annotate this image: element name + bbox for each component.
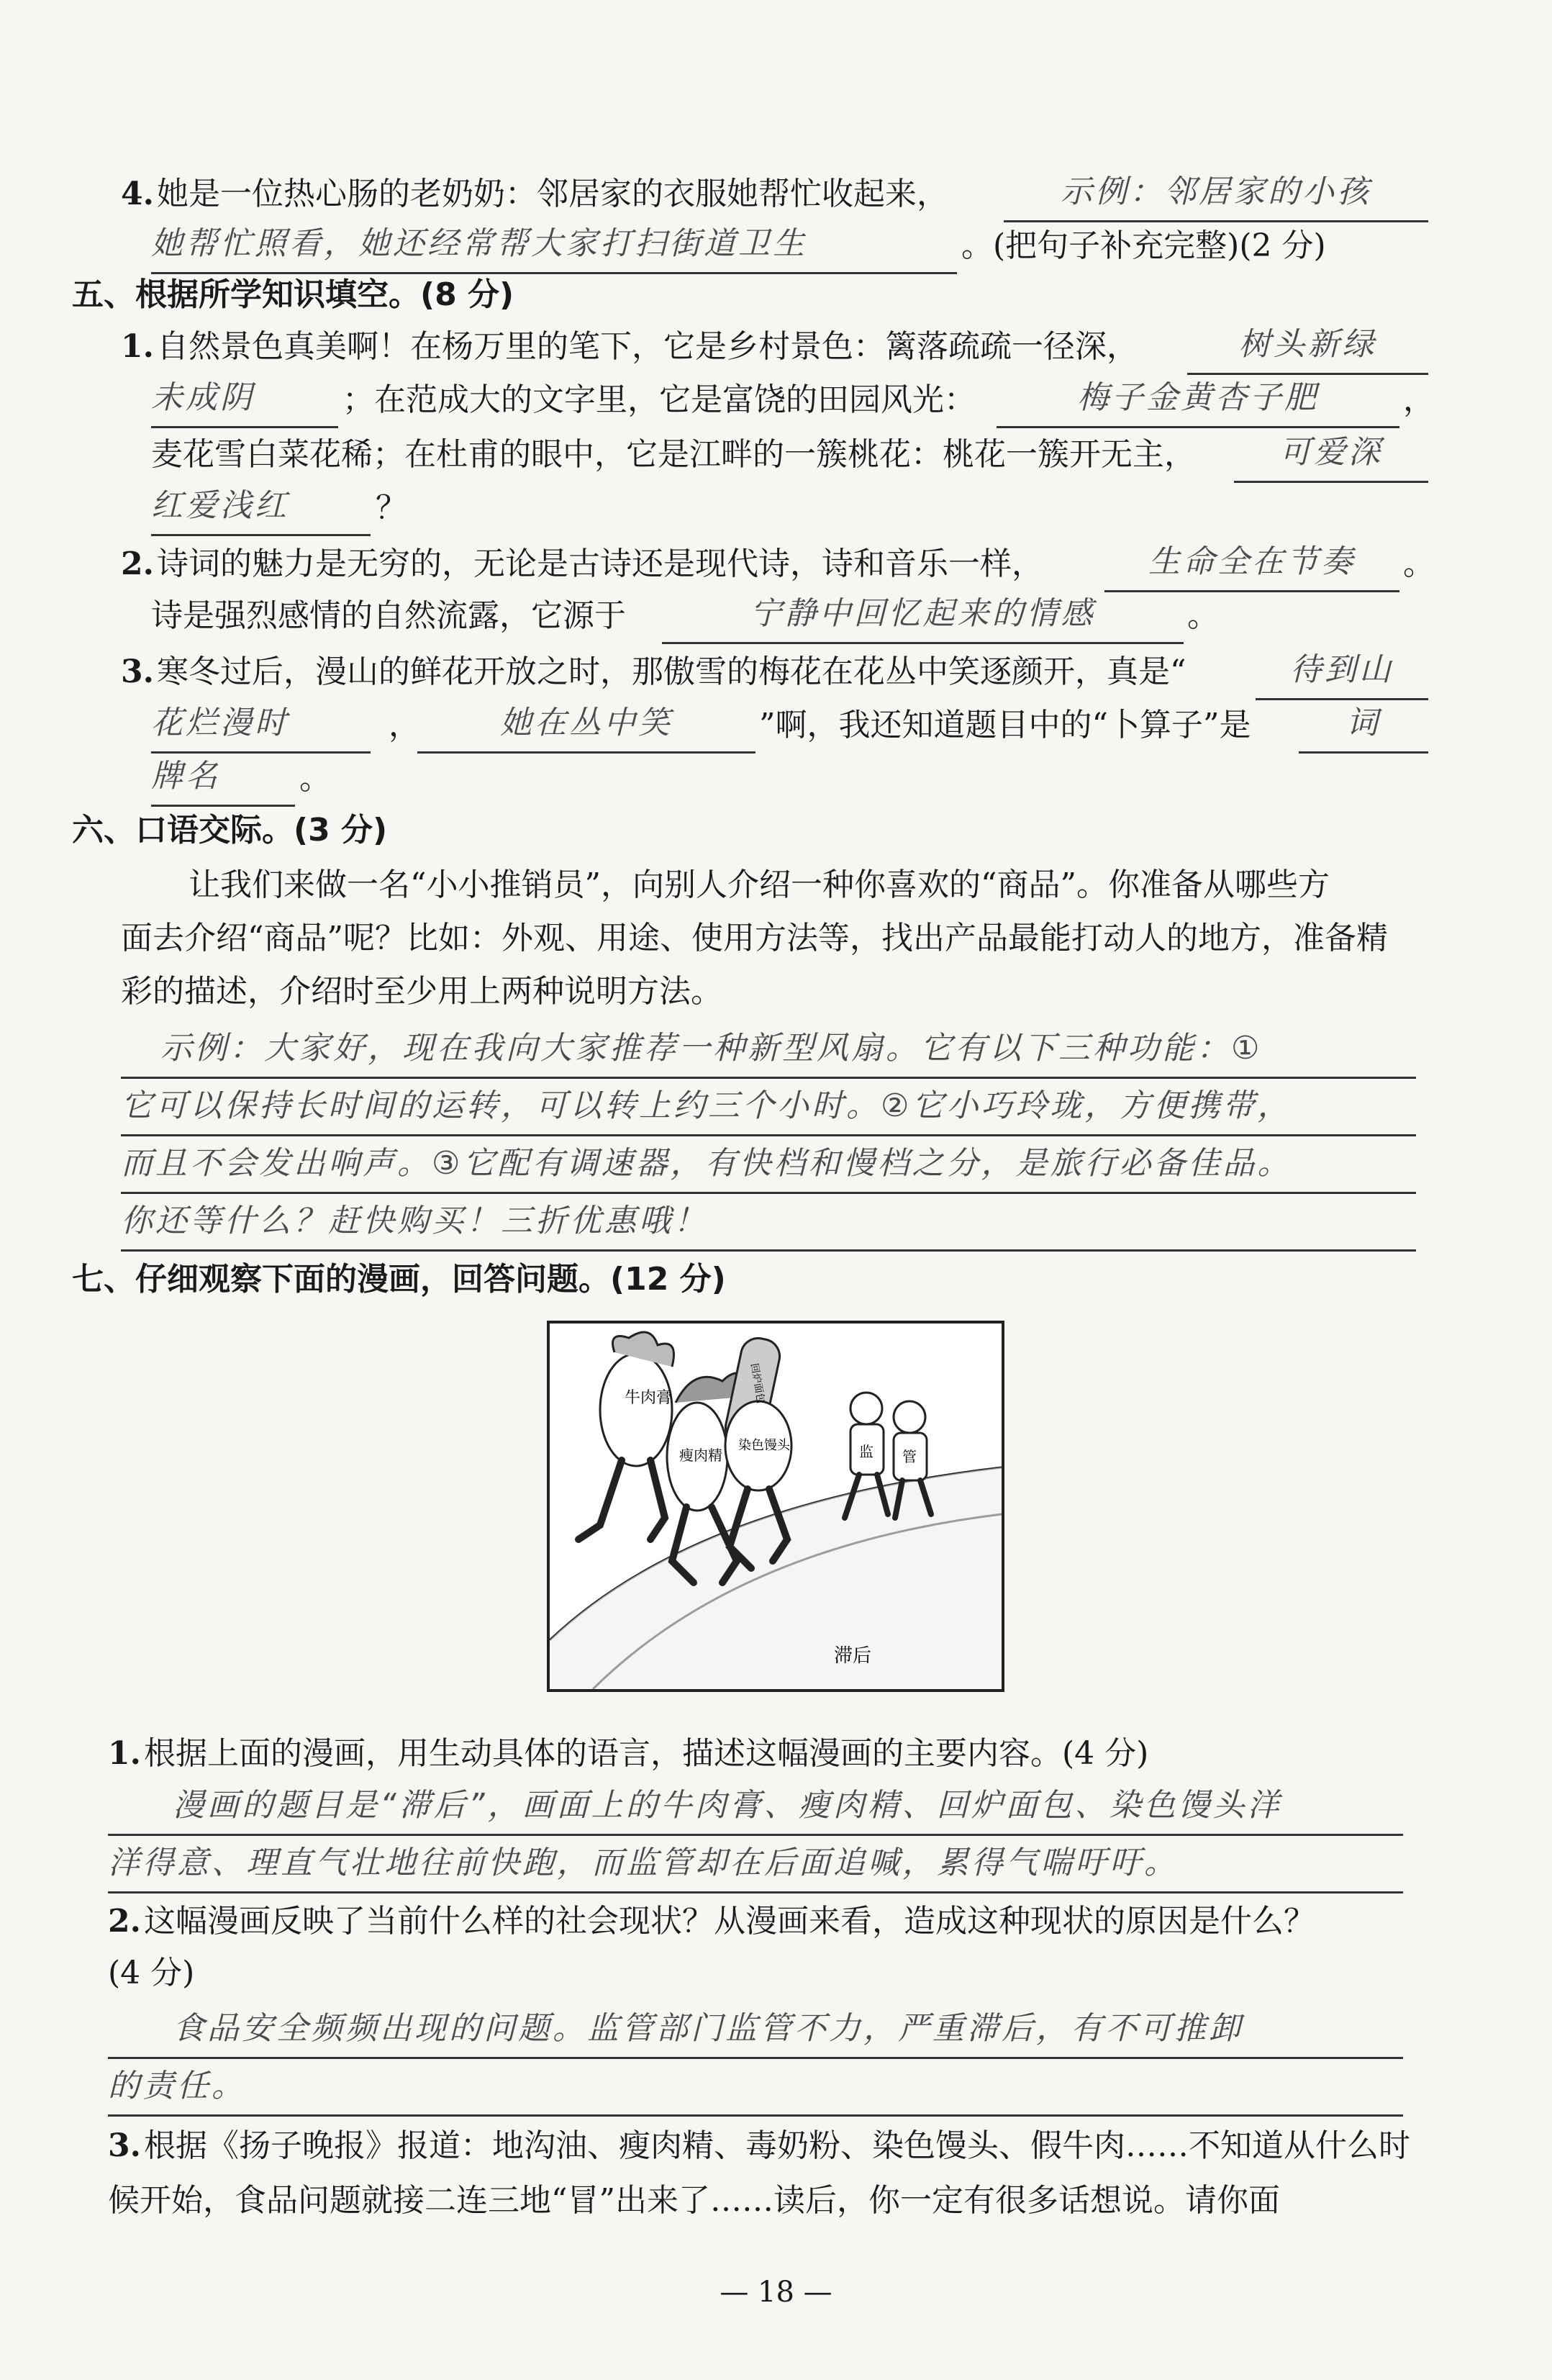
s7-q3-text-1: 根据《扬子晚报》报道：地沟油、瘦肉精、毒奶粉、染色馒头、假牛肉……不知道从什么时 bbox=[144, 2127, 1410, 2164]
s7-q2-score: (4 分) bbox=[108, 1955, 195, 1991]
s5-q2-answer-1: 生命全在节奏 bbox=[1104, 534, 1399, 592]
s5-q1-text-1: 自然景色真美啊！在杨万里的笔下，它是乡村景色：篱落疏疏一径深， bbox=[157, 328, 1138, 365]
s7-q1-answer-1: 漫画的题目是“滞后”，画面上的牛肉膏、瘦肉精、回炉面包、染色馒头洋 bbox=[108, 1778, 1403, 1836]
s6-prompt-line-3 bbox=[0, 961, 1552, 1022]
s7-q3-line-1 bbox=[0, 2116, 1552, 2176]
q4-answer-2: 她帮忙照看，她还经常帮大家打扫街道卫生 bbox=[151, 216, 957, 274]
cartoon-illustration bbox=[547, 1321, 1004, 1692]
cartoon-label-recycled-bread: 回炉面包 bbox=[748, 1362, 767, 1405]
s7-q2-number: 2. bbox=[108, 1903, 141, 1940]
s6-answer-line-2 bbox=[0, 1078, 1552, 1139]
s5-q2-text-3: 诗是强烈感情的自然流露，它源于 bbox=[151, 597, 626, 634]
s6-prompt-3: 彩的描述，介绍时至少用上两种说明方法。 bbox=[121, 973, 722, 1010]
s7-q2-score-line bbox=[0, 1943, 1552, 2004]
section-7-title-line bbox=[0, 1249, 1552, 1310]
s7-q2-answer-2: 的责任。 bbox=[108, 2058, 1403, 2117]
s5-q3-number: 3. bbox=[121, 653, 154, 690]
s7-q2-text: 这幅漫画反映了当前什么样的社会现状？从漫画来看，造成这种现状的原因是什么？ bbox=[144, 1903, 1315, 1940]
s5-q3-answer-5: 牌名 bbox=[151, 748, 295, 807]
q4-tail: 。(把句子补充完整)(2 分) bbox=[961, 227, 1326, 264]
cartoon-label-beef-1: 牛肉膏 bbox=[625, 1389, 673, 1407]
s7-q3-text-2: 候开始，食品问题就接二连三地“冒”出来了……读后，你一定有很多话想说。请你面 bbox=[108, 2182, 1280, 2219]
s5-q2-line-2 bbox=[0, 586, 1552, 646]
cartoon-figure-beef-paste bbox=[578, 1332, 674, 1539]
s5-q1-answer-2: 未成阴 bbox=[151, 370, 338, 428]
cartoon-caption: 滞后 bbox=[834, 1645, 872, 1667]
s7-q1-answer-line-2 bbox=[0, 1835, 1552, 1896]
s6-prompt-1: 让我们来做一名“小小推销员”，向别人介绍一种你喜欢的“商品”。你准备从哪些方 bbox=[189, 867, 1330, 903]
cartoon-label-supervise-1: 监 bbox=[859, 1443, 873, 1460]
s6-answer-line-3 bbox=[0, 1136, 1552, 1196]
s7-q1-text: 根据上面的漫画，用生动具体的语言，描述这幅漫画的主要内容。(4 分) bbox=[144, 1735, 1149, 1772]
s5-q3-answer-4: 词 bbox=[1299, 695, 1428, 754]
s6-prompt-line-2 bbox=[0, 908, 1552, 969]
s5-q3-answer-3: 她在丛中笑 bbox=[417, 695, 755, 754]
s7-q1-line bbox=[0, 1724, 1552, 1784]
s5-q1-number: 1. bbox=[121, 328, 154, 365]
s5-q3-text-3: ”啊，我还知道题目中的“卜算子”是 bbox=[759, 707, 1251, 743]
s5-q1-line-2 bbox=[0, 370, 1552, 430]
s5-q1-text-3: ， bbox=[1403, 381, 1435, 418]
s5-q3-answer-2: 花烂漫时 bbox=[151, 695, 371, 754]
s6-prompt-line-1 bbox=[0, 855, 1552, 915]
s5-q2-text-4: 。 bbox=[1187, 597, 1219, 634]
s5-q1-answer-1: 树头新绿 bbox=[1187, 317, 1428, 375]
s6-answer-line-1 bbox=[0, 1021, 1552, 1081]
cartoon-label-dyed-buns: 染色馒头 bbox=[738, 1438, 790, 1453]
section-6-title: 六、口语交际。(3 分) bbox=[72, 812, 388, 849]
cartoon-label-lean-meat: 瘦肉精 bbox=[679, 1447, 722, 1464]
s7-q1-answer-line-1 bbox=[0, 1778, 1552, 1838]
s7-q2-answer-line-1 bbox=[0, 2001, 1552, 2061]
cartoon-label-supervise-2: 管 bbox=[902, 1448, 917, 1465]
s5-q3-text-4: 。 bbox=[299, 760, 331, 797]
section-6-title-line bbox=[0, 800, 1552, 861]
s7-q1-number: 1. bbox=[108, 1735, 141, 1772]
s6-answer-line-4 bbox=[0, 1193, 1552, 1254]
page-number: — 18 — bbox=[720, 2276, 832, 2309]
s6-answer-4: 你还等什么？赶快购买！三折优惠哦！ bbox=[121, 1193, 1416, 1252]
section-7-title: 七、仔细观察下面的漫画，回答问题。(12 分) bbox=[72, 1261, 726, 1298]
cartoon-drawing bbox=[550, 1324, 1002, 1689]
s5-q2-text-2: 。 bbox=[1403, 546, 1435, 582]
s7-q2-answer-line-2 bbox=[0, 2058, 1552, 2119]
s5-q2-answer-2: 宁静中回忆起来的情感 bbox=[662, 586, 1184, 644]
s5-q2-text-1: 诗词的魅力是无穷的，无论是古诗还是现代诗，诗和音乐一样， bbox=[157, 546, 1043, 582]
s7-q3-line-2 bbox=[0, 2171, 1552, 2231]
s6-answer-1: 示例：大家好，现在我向大家推荐一种新型风扇。它有以下三种功能：① bbox=[121, 1021, 1416, 1079]
s5-q1-line-1 bbox=[0, 317, 1552, 377]
s5-q3-line-2 bbox=[0, 695, 1552, 756]
s5-q1-line-4 bbox=[0, 478, 1552, 538]
s5-q2-number: 2. bbox=[121, 546, 154, 582]
q4-answer-1: 示例：邻居家的小孩 bbox=[1004, 164, 1428, 222]
s5-q3-text-2: ， bbox=[389, 707, 420, 743]
s7-q1-answer-2: 洋得意、理直气壮地往前快跑，而监管却在后面追喊，累得气喘吁吁。 bbox=[108, 1835, 1403, 1893]
s5-q3-line-1 bbox=[0, 642, 1552, 702]
section-5-title: 五、根据所学知识填空。(8 分) bbox=[72, 276, 514, 313]
s6-answer-2: 它可以保持长时间的运转，可以转上约三个小时。②它小巧玲珑，方便携带， bbox=[121, 1078, 1416, 1136]
s5-q1-answer-4: 可爱深 bbox=[1234, 425, 1428, 483]
s5-q3-answer-1: 待到山 bbox=[1256, 642, 1428, 700]
q4-text: 她是一位热心肠的老奶奶：邻居家的衣服她帮忙收起来， bbox=[157, 176, 948, 212]
s7-q2-answer-1: 食品安全频频出现的问题。监管部门监管不力，严重滞后，有不可推卸 bbox=[108, 2001, 1403, 2059]
s5-q1-answer-3: 梅子金黄杏子肥 bbox=[997, 370, 1399, 428]
q4-number: 4. bbox=[121, 176, 154, 212]
s5-q1-text-4: 麦花雪白菜花稀；在杜甫的眼中，它是江畔的一簇桃花：桃花一簇开无主， bbox=[151, 436, 1196, 473]
s6-answer-3: 而且不会发出响声。③它配有调速器，有快档和慢档之分，是旅行必备佳品。 bbox=[121, 1136, 1416, 1194]
s5-q1-line-3 bbox=[0, 425, 1552, 485]
s7-q3-number: 3. bbox=[108, 2127, 141, 2164]
s5-q1-text-5: ？ bbox=[376, 489, 407, 526]
s6-prompt-2: 面去介绍“商品”呢？比如：外观、用途、使用方法等，找出产品最能打动人的地方，准备精 bbox=[121, 920, 1388, 956]
s5-q1-text-2: ；在范成大的文字里，它是富饶的田园风光： bbox=[342, 381, 976, 418]
s5-q1-answer-5: 红爱浅红 bbox=[151, 478, 371, 536]
s5-q3-text-1: 寒冬过后，漫山的鲜花开放之时，那傲雪的梅花在花丛中笑逐颜开，真是“ bbox=[157, 653, 1186, 690]
